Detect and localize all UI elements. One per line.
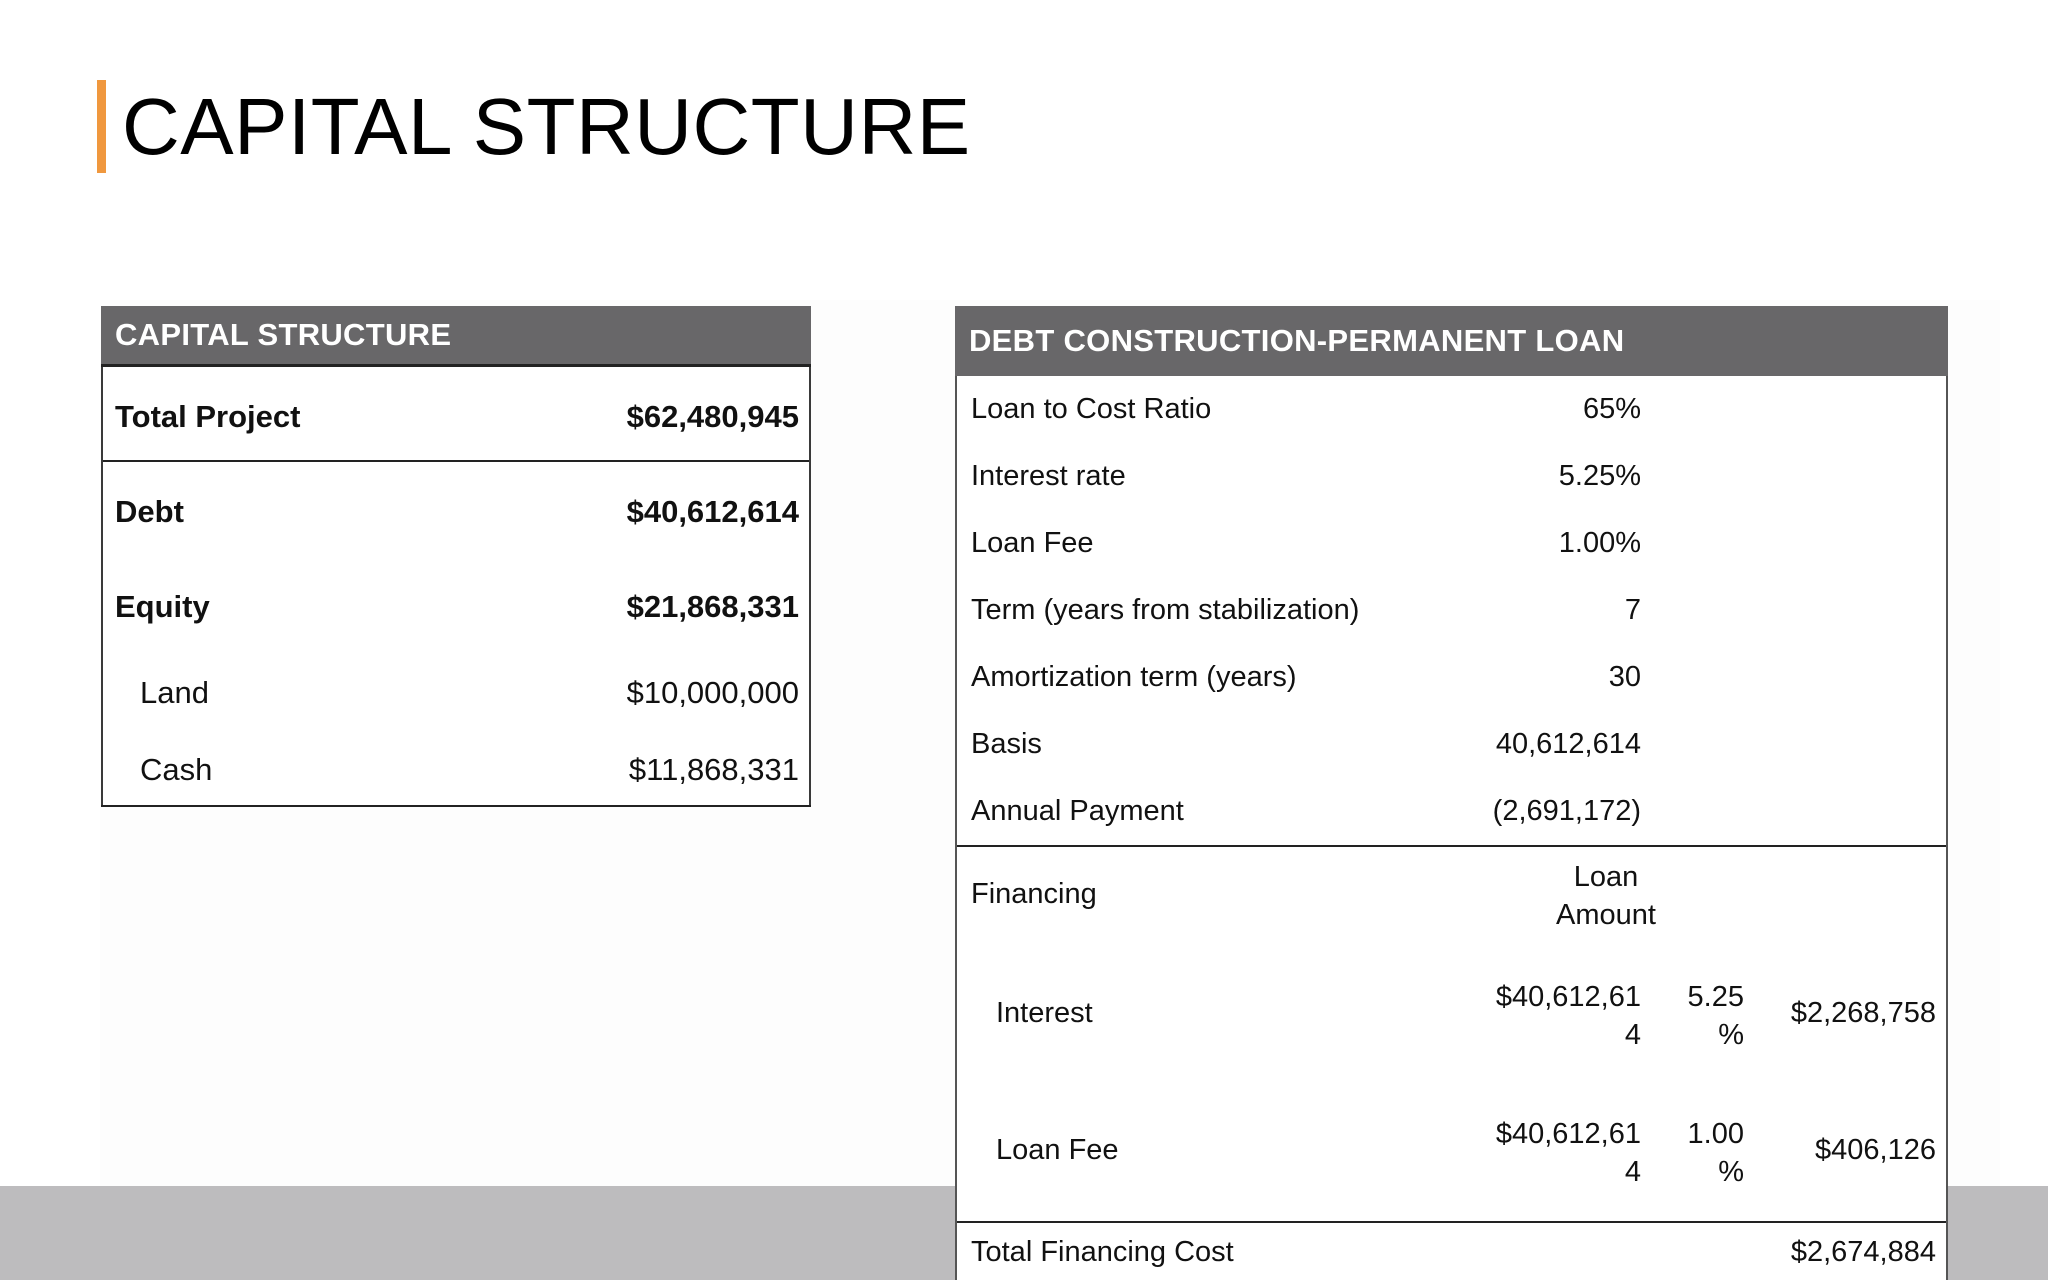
financing-loan-fee-rate — [1688, 1115, 1744, 1191]
title-accent-bar — [97, 80, 106, 173]
page-title: CAPITAL STRUCTURE — [122, 81, 971, 171]
loan-amount-column-header — [1546, 858, 1666, 934]
term-value: 7 — [1624, 594, 1641, 626]
term-label: Term (years from stabilization) — [971, 594, 1360, 626]
financing-interest-cost: $2,268,758 — [1790, 997, 1936, 1029]
loan-fee-rate-line2: % — [1718, 1156, 1744, 1188]
annual-payment-value: (2,691,172) — [1492, 795, 1641, 827]
amortization-value: 30 — [1608, 661, 1641, 693]
total-divider — [957, 1221, 1946, 1223]
loan-fee-value: 1.00% — [1558, 527, 1641, 559]
total-financing-cost-value: $2,674,884 — [1790, 1236, 1936, 1268]
annual-payment-label: Annual Payment — [971, 795, 1184, 827]
loan-fee-amount-line2: 4 — [1624, 1156, 1641, 1188]
loan-fee-amount-line1: $40,612,61 — [1495, 1118, 1641, 1150]
total-project-label: Total Project — [115, 399, 301, 434]
financing-loan-fee-amount — [1496, 1115, 1641, 1191]
total-project-value: $62,480,945 — [626, 399, 799, 434]
cash-value: $11,868,331 — [628, 752, 799, 787]
equity-label: Equity — [115, 589, 210, 624]
debt-table-header: DEBT CONSTRUCTION-PERMANENT LOAN — [955, 306, 1948, 376]
interest-rate-value: 5.25% — [1558, 460, 1641, 492]
interest-amount-line1: $40,612,61 — [1495, 981, 1641, 1013]
basis-label: Basis — [971, 728, 1042, 760]
loan-fee-rate-line1: 1.00 — [1687, 1118, 1744, 1150]
debt-loan-table — [955, 306, 1948, 1280]
loan-to-cost-value: 65% — [1582, 393, 1641, 425]
financing-interest-rate — [1688, 978, 1744, 1054]
cash-label: Cash — [140, 752, 213, 787]
financing-interest-label: Interest — [996, 997, 1093, 1029]
land-value: $10,000,000 — [626, 675, 799, 710]
row-divider — [103, 460, 809, 462]
land-label: Land — [140, 675, 209, 710]
interest-rate-line1: 5.25 — [1687, 981, 1744, 1013]
capital-structure-table — [101, 306, 811, 807]
basis-value: 40,612,614 — [1495, 728, 1641, 760]
debt-label: Debt — [115, 494, 184, 529]
capital-table-bottom-border — [101, 805, 811, 807]
total-financing-cost-label: Total Financing Cost — [971, 1236, 1234, 1268]
loan-amount-header-line1: Loan — [1573, 861, 1639, 893]
equity-value: $21,868,331 — [626, 589, 799, 624]
financing-loan-fee-label: Loan Fee — [996, 1134, 1119, 1166]
amortization-label: Amortization term (years) — [971, 661, 1297, 693]
terms-divider — [957, 845, 1946, 847]
interest-amount-line2: 4 — [1624, 1019, 1641, 1051]
interest-rate-line2: % — [1718, 1019, 1744, 1051]
loan-to-cost-label: Loan to Cost Ratio — [971, 393, 1212, 425]
financing-interest-amount — [1496, 978, 1641, 1054]
loan-fee-label: Loan Fee — [971, 527, 1094, 559]
debt-value: $40,612,614 — [626, 494, 799, 529]
loan-amount-header-line2: Amount — [1556, 899, 1656, 931]
financing-label: Financing — [971, 878, 1097, 910]
financing-loan-fee-cost: $406,126 — [1815, 1134, 1936, 1166]
capital-table-header: CAPITAL STRUCTURE — [101, 306, 811, 367]
interest-rate-label: Interest rate — [971, 460, 1126, 492]
